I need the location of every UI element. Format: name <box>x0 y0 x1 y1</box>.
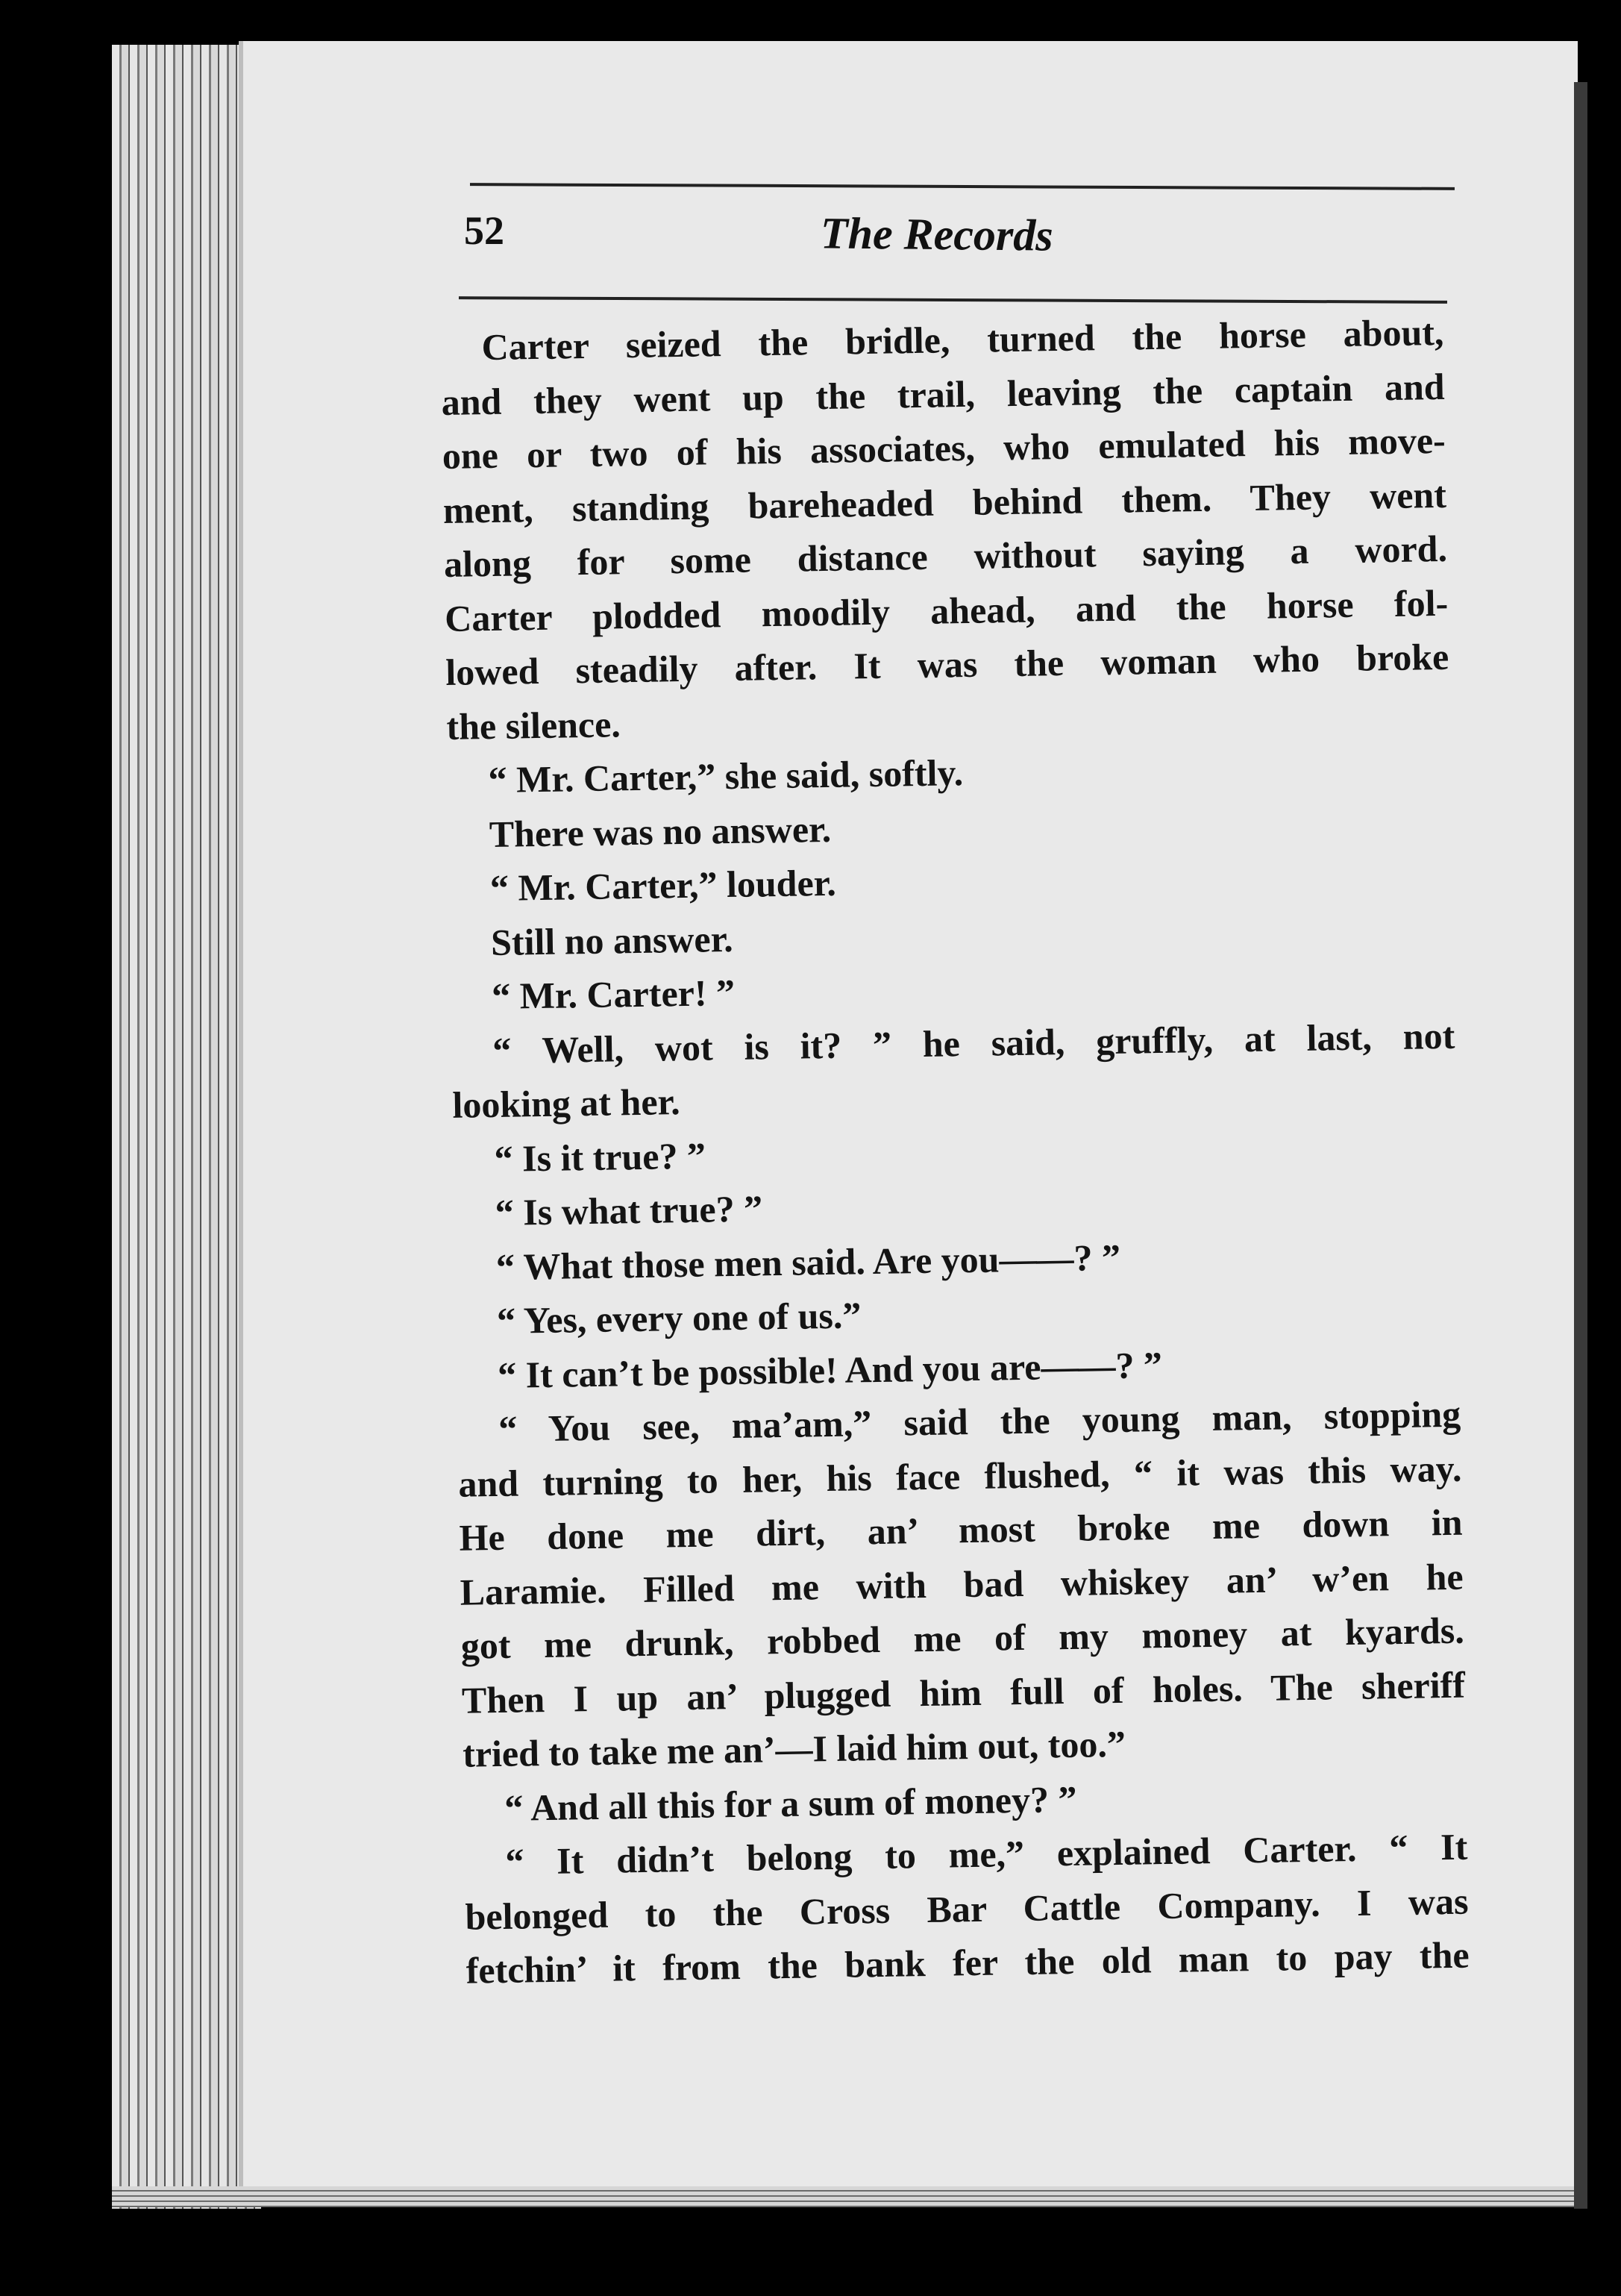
text-line: “ And all this for a sum of money? ” <box>504 1777 1077 1829</box>
text-line: “ Yes, every one of us.” <box>496 1294 862 1342</box>
text-line: lowed steadily after. It was the woman who broke <box>445 635 1449 693</box>
text-line: “ Is what true? ” <box>495 1187 763 1233</box>
text-line: got me drunk, robbed me of my money at kyards. <box>460 1609 1465 1667</box>
text-line: ment, standing bareheaded behind them. They went <box>442 473 1447 531</box>
text-line: one or two of his associates, who emulated his move- <box>442 419 1446 477</box>
text-line: fetchin’ it from the bank fer the old man to pay the <box>465 1933 1470 1992</box>
text-line: “ Well, wot is it? ” he said, gruffly, at last, not <box>492 1014 1455 1072</box>
bottom-page-edge <box>112 2186 1578 2207</box>
text-line: There was no answer. <box>489 807 832 855</box>
text-line: and they went up the trail, leaving the captain and <box>441 365 1445 423</box>
text-line: along for some distance without saying a word. <box>443 527 1448 585</box>
text-line: Then I up an’ plugged him full of holes. The sheriff <box>461 1663 1466 1721</box>
text-line: “ You see, ma’am,” said the young man, stopping <box>498 1392 1461 1450</box>
text-line: “ It can’t be possible! And you are——? ” <box>497 1343 1163 1396</box>
text-line: Laramie. Filled me with bad whiskey an’ w’en he <box>460 1555 1464 1613</box>
text-line: looking at her. <box>452 1080 681 1126</box>
text-line: belonged to the Cross Bar Cattle Company. I was <box>465 1880 1469 1938</box>
text-line: Still no answer. <box>490 917 734 963</box>
body-text <box>440 305 1470 1998</box>
text-line: He done me dirt, an’ most broke me down in <box>459 1501 1463 1559</box>
text-line: “ Mr. Carter! ” <box>491 971 736 1018</box>
right-page-edge <box>1574 82 1587 2209</box>
text-line: and turning to her, his face flushed, “ it was this way. <box>458 1447 1462 1505</box>
page-number: 52 <box>464 208 504 253</box>
text-line: “ Is it true? ” <box>494 1134 706 1180</box>
text-line: Carter plodded moodily ahead, and the horse fol- <box>444 581 1449 639</box>
text-line: “ It didn’t belong to me,” explained Carter. “ It <box>505 1825 1468 1883</box>
text-line: “ Mr. Carter,” she said, softly. <box>488 751 964 801</box>
text-line: “ What those men said. Are you——? ” <box>495 1236 1121 1288</box>
text-line: the silence. <box>446 702 621 748</box>
text-line: tried to take me an’—I laid him out, too.” <box>462 1722 1126 1775</box>
running-title: The Records <box>820 208 1053 260</box>
text-line: Carter seized the bridle, turned the horse about, <box>481 310 1444 369</box>
text-line: “ Mr. Carter,” louder. <box>489 861 837 910</box>
